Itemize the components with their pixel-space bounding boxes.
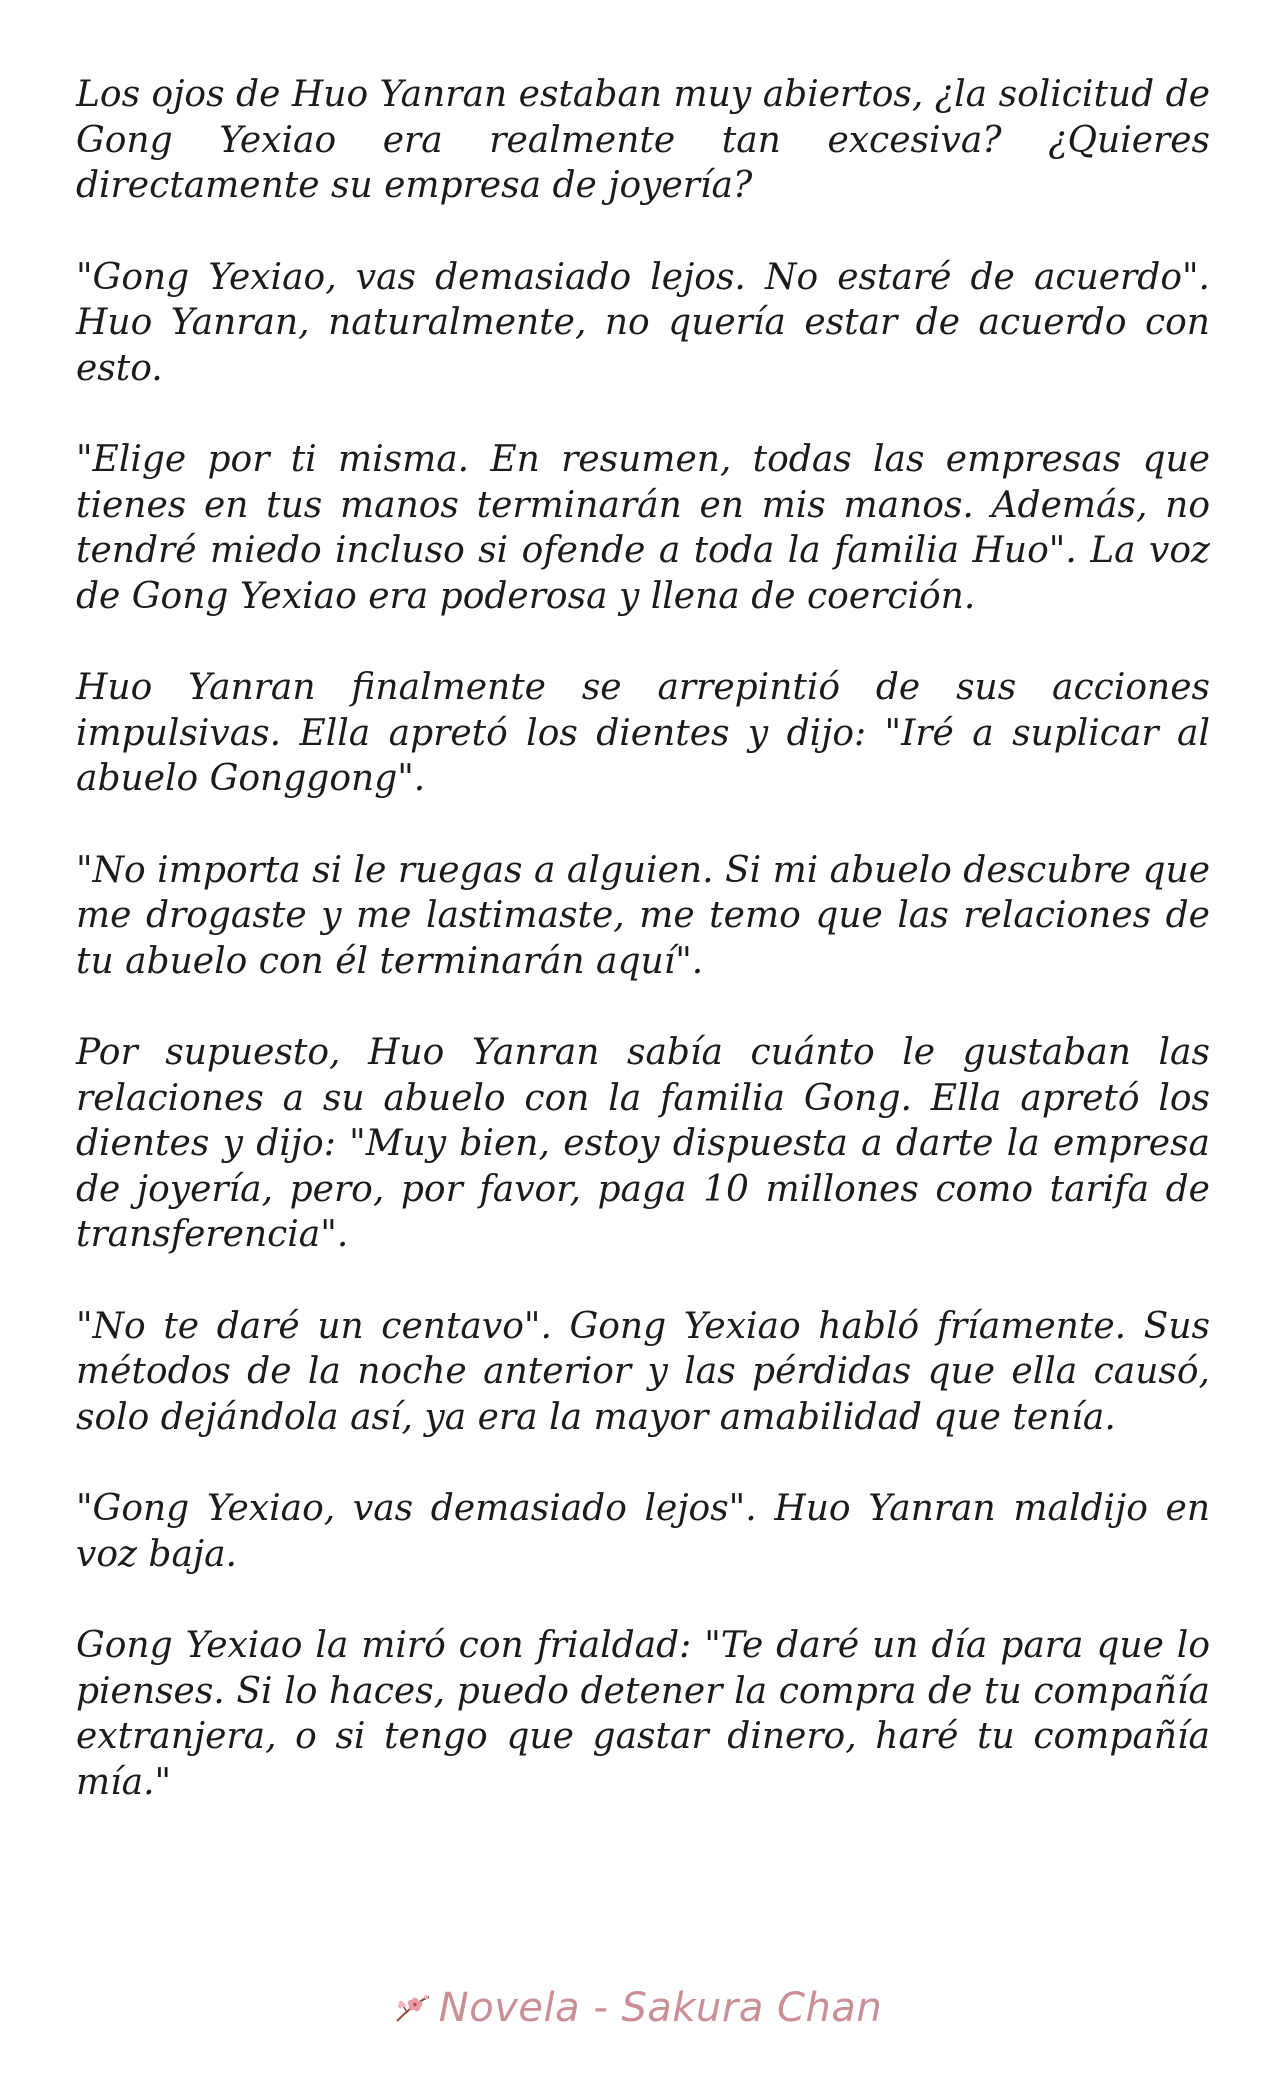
paragraph-9: Gong Yexiao la miró con frialdad: "Te daré un día para que lo pienses. Si lo haces, puedo detener la compra de tu compañía extranjera, o si tengo que gastar dinero, haré tu compañía mía." bbox=[76, 1625, 1210, 1803]
paragraph-6: Por supuesto, Huo Yanran sabía cuánto le gustaban las relaciones a su abuelo con la familia Gong. Ella apretó los dientes y dijo: "Muy bien, estoy dispuesta a darte la empresa de joyería, pero, por favor, paga 10 millones como tarifa de transferencia". bbox=[76, 1032, 1210, 1255]
paragraph-7: "No te daré un centavo". Gong Yexiao habló fríamente. Sus métodos de la noche anterior y las pérdidas que ella causó, solo dejándola así, ya era la mayor amabilidad que tenía. bbox=[76, 1305, 1210, 1438]
paragraph-8: "Gong Yexiao, vas demasiado lejos". Huo Yanran maldijo en voz baja. bbox=[76, 1488, 1210, 1575]
paragraph-1: Los ojos de Huo Yanran estaban muy abiertos, ¿la solicitud de Gong Yexiao era realmente tan excesiva? ¿Quieres directamente su empresa de joyería? bbox=[76, 74, 1210, 206]
watermark bbox=[0, 1985, 1275, 2031]
paragraph-3: "Elige por ti misma. En resumen, todas las empresas que tienes en tus manos terminarán en mis manos. Además, no tendré miedo incluso si ofende a toda la familia Huo". La voz de Gong Yexiao era poderosa y llena de coerción. bbox=[76, 439, 1210, 617]
paragraph-2: "Gong Yexiao, vas demasiado lejos. No estaré de acuerdo". Huo Yanran, naturalmente, no quería estar de acuerdo con esto. bbox=[76, 256, 1210, 389]
document-body bbox=[76, 72, 1210, 1851]
sakura-flower-icon bbox=[393, 1989, 433, 2023]
paragraph-4: Huo Yanran finalmente se arrepintió de sus acciones impulsivas. Ella apretó los dientes y dijo: "Iré a suplicar al abuelo Gonggong". bbox=[76, 667, 1210, 799]
watermark-text: Novela - Sakura Chan bbox=[438, 1985, 883, 2031]
paragraph-5: "No importa si le ruegas a alguien. Si mi abuelo descubre que me drogaste y me lastimaste, me temo que las relaciones de tu abuelo con él terminarán aquí". bbox=[76, 849, 1210, 982]
